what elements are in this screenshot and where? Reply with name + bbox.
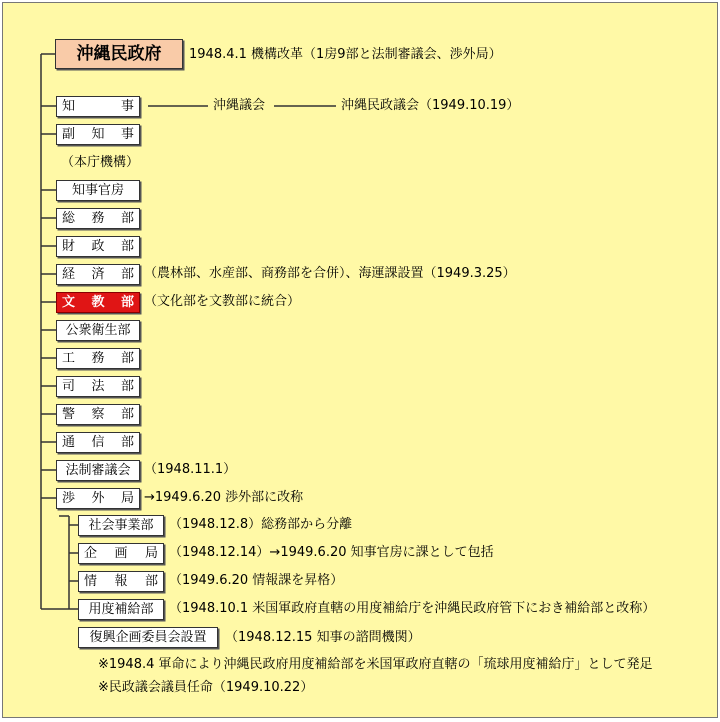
governor-box: [56, 96, 140, 117]
box-label: 知事官房: [71, 183, 124, 198]
department-note: （1948.11.1）: [144, 462, 237, 477]
sub-department-box: [78, 515, 164, 536]
civil-assembly-label: 沖縄民政議会（1949.10.19）: [341, 98, 520, 113]
label-char: 経: [62, 267, 76, 282]
label-char: 部: [120, 295, 134, 310]
label-char: 部: [120, 379, 134, 394]
label-char: 務: [91, 211, 105, 226]
label-char: 外: [91, 491, 105, 506]
label-char: 事: [120, 127, 134, 142]
root-note: 1948.4.1 機構改革（1房9部と法制審議会、渉外局）: [189, 47, 502, 62]
box-label: 公衆衛生部: [65, 323, 131, 338]
label-char: 画: [114, 546, 128, 561]
label-char: 部: [120, 267, 134, 282]
label-char: 総: [62, 211, 76, 226]
department-box: [56, 292, 140, 313]
reconstruction-label: 復興企画委員会設置: [89, 630, 207, 645]
reconstruction-box: [78, 627, 218, 648]
sub-department-note: （1949.6.20 情報課を昇格）: [169, 573, 344, 588]
label-char: 知: [91, 127, 105, 142]
label-char: 局: [120, 491, 134, 506]
footnote-1: ※1948.4 軍命により沖縄民政府用度補給部を米国軍政府直轄の「琉球用度補給庁」として発足: [98, 657, 653, 672]
org-chart-frame: [2, 2, 718, 718]
label-char: 事: [120, 99, 134, 114]
department-box: [56, 460, 140, 481]
label-char: 文: [62, 295, 76, 310]
department-box: [56, 236, 140, 257]
box-label: 用度補給部: [88, 602, 154, 617]
label-char: 務: [91, 351, 105, 366]
department-box: [56, 404, 140, 425]
sub-department-box: [78, 571, 164, 592]
label-char: 警: [62, 407, 76, 422]
label-char: 信: [91, 435, 105, 450]
label-char: 部: [144, 574, 158, 589]
box-label: 法制審議会: [65, 463, 131, 478]
department-box: [56, 488, 140, 509]
label-char: 教: [91, 295, 105, 310]
department-box: [56, 180, 140, 201]
sub-department-note: （1948.12.8）総務部から分離: [169, 517, 353, 532]
label-char: 渉: [62, 491, 76, 506]
department-box: [56, 264, 140, 285]
label-char: 済: [91, 267, 105, 282]
sub-department-box: [78, 599, 164, 620]
reconstruction-note: （1948.12.15 知事の諮問機関）: [225, 630, 421, 645]
label-char: 部: [120, 211, 134, 226]
label-char: 工: [62, 351, 76, 366]
label-char: 政: [91, 239, 105, 254]
sub-department-note: （1948.12.14）→1949.6.20 知事官房に課として包括: [169, 545, 494, 560]
department-box: [56, 320, 140, 341]
label-char: 副: [62, 127, 76, 142]
label-char: 部: [120, 435, 134, 450]
department-box: [56, 348, 140, 369]
sub-department-box: [78, 543, 164, 564]
label-char: 察: [91, 407, 105, 422]
label-char: 報: [114, 574, 128, 589]
label-char: 通: [62, 435, 76, 450]
label-char: 部: [120, 351, 134, 366]
root-label: 沖縄民政府: [76, 44, 162, 64]
vice-governor-box: [56, 124, 140, 145]
label-char: 部: [120, 407, 134, 422]
label-char: 法: [91, 379, 105, 394]
department-note: （文化部を文教部に統合）: [144, 294, 301, 309]
assembly-label: 沖縄議会: [213, 98, 266, 113]
label-char: 局: [144, 546, 158, 561]
department-note: （農林部、水産部、商務部を合併）、海運課設置（1949.3.25）: [144, 266, 516, 281]
department-box: [56, 432, 140, 453]
label-char: 司: [62, 379, 76, 394]
department-note: →1949.6.20 渉外部に改称: [144, 490, 304, 505]
footnote-2: ※民政議会議員任命（1949.10.22）: [98, 680, 314, 695]
label-char: 企: [84, 546, 98, 561]
root-box: [55, 39, 183, 69]
department-box: [56, 376, 140, 397]
label-char: 情: [84, 574, 98, 589]
label-char: 知: [62, 99, 76, 114]
department-box: [56, 208, 140, 229]
label-char: 部: [120, 239, 134, 254]
section-label: （本庁機構）: [61, 155, 140, 170]
label-char: 財: [62, 239, 76, 254]
sub-department-note: （1948.10.1 米国軍政府直轄の用度補給庁を沖縄民政府管下におき補給部と改称）: [169, 601, 656, 616]
box-label: 社会事業部: [88, 518, 154, 533]
